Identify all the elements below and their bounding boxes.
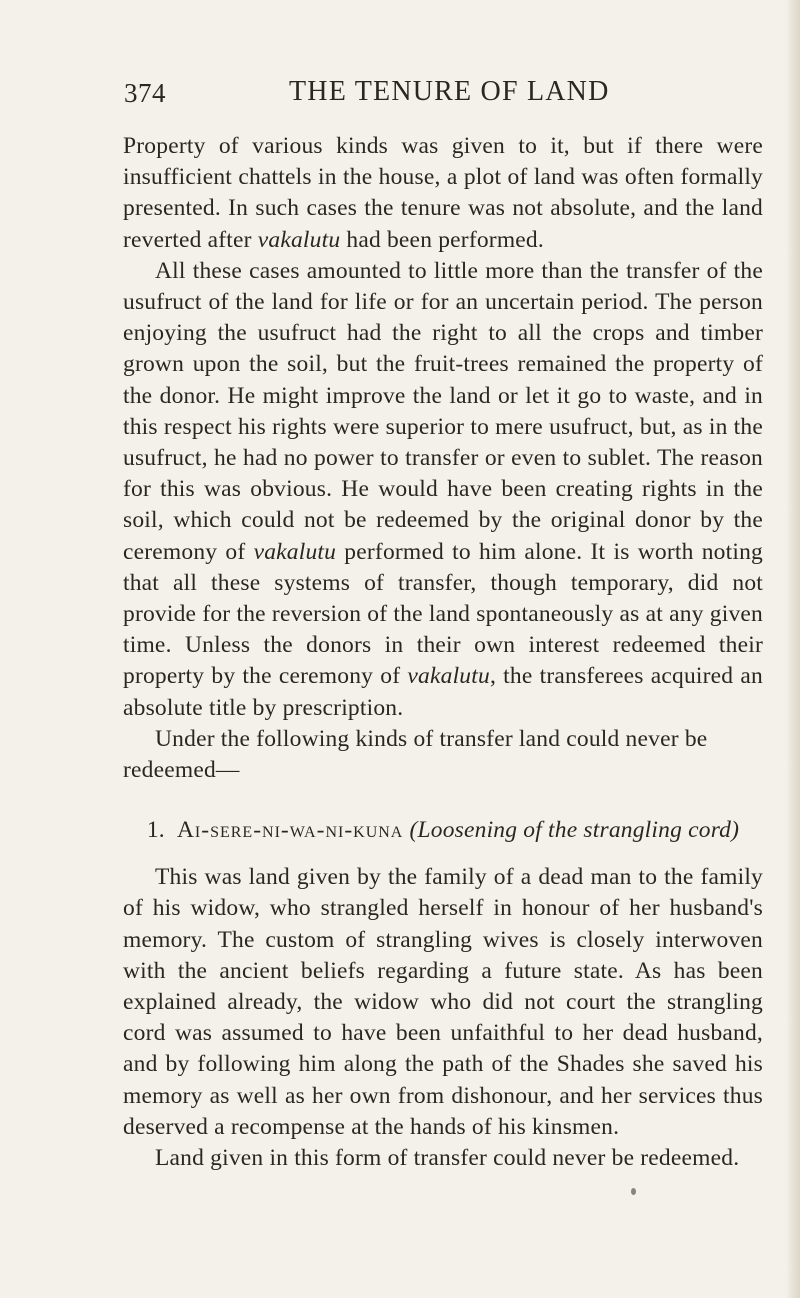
paragraph-redeemed: Under the following kinds of transfer land could never be redeemed—	[123, 725, 708, 784]
term-vakalutu: vakalutu	[407, 663, 490, 690]
section-title: Ai-sere-ni-wa-ni-kuna	[176, 817, 404, 844]
paragraph-continued: Property of various kinds was given to it, but if there were insufficient chattels in the house, a plot of land was often formally presented. In such cases the tenure was not absolute, and the land reverted after vakalutu had been performed.	[123, 133, 763, 253]
section-heading	[123, 814, 763, 846]
term-vakalutu: vakalutu	[253, 538, 337, 565]
paragraph-usufruct: All these cases amounted to little more than the transfer of the usufruct of the land for life or for an uncertain period. The person enjoying the usufruct had the right to all the crops and timber grown upon the soil, but the fruit-trees remained the property of the donor. He might improve the land or let it go to waste, and in this respect his rights were superior to mere usufruct, but, as in the usufruct, he had no power to transfer or even to sublet. The reason for this was obvious. He would have been creating rights in the soil, which could not be redeemed by the original donor by the ceremony of vakalutu performed to him alone. It is worth noting that all these systems of transfer, though temporary, did not provide for the reversion of the land spontaneously as at any given time. Unless the donors in their own interest redeemed their property by the ceremony of vakalutu, the transferees acquired an absolute title by prescription.	[123, 257, 763, 721]
term-vakalutu: vakalutu	[257, 226, 341, 253]
running-head: THE TENURE OF LAND	[289, 76, 610, 107]
body-text	[123, 131, 763, 1174]
section-subtitle: (Loosening of the strangling cord)	[409, 817, 740, 844]
paragraph-widow: This was land given by the family of a dead man to the family of his widow, who strangled herself in honour of her husband's memory. The custom of strangling wives is closely interwoven with the ancient beliefs regarding a future state. As has been explained already, the widow who did not court the strangling cord was assumed to have been unfaithful to her dead husband, and by following him along the path of the Shades she saved his memory as well as her own from dishonour, and her services thus deserved a recompense at the hands of his kinsmen.	[123, 864, 763, 1140]
paragraph-conclusion: Land given in this form of transfer could never be redeemed.	[155, 1145, 740, 1172]
page-number: 374	[124, 78, 166, 108]
ink-speck	[631, 1188, 636, 1195]
page-edge-shadow	[786, 0, 800, 1298]
section-number: 1.	[146, 817, 165, 844]
page-header	[0, 76, 800, 116]
